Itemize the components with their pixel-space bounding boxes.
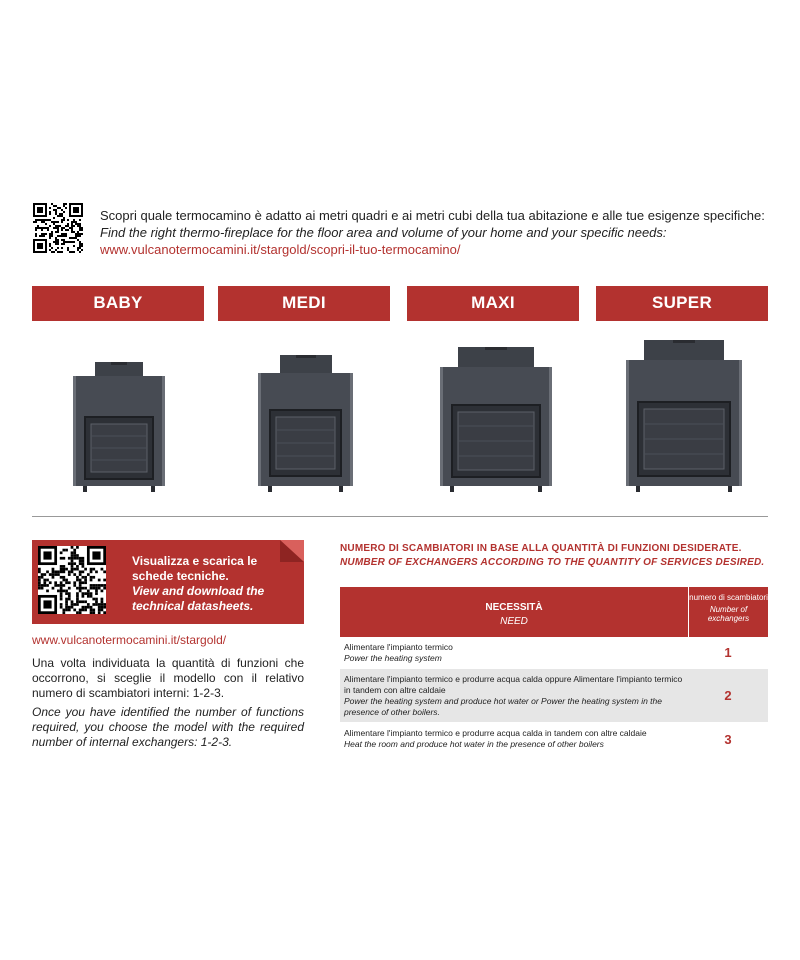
row-need-it: Alimentare l'impianto termico e produrre acqua calda in tandem con altre caldaie [344, 728, 647, 738]
row-need-it: Alimentare l'impianto termico e produrre acqua calda oppure Alimentare l'impianto termico in tandem con altre caldaie [344, 674, 683, 695]
section-divider [32, 516, 768, 517]
row-number: 2 [724, 688, 732, 703]
row-need [340, 637, 688, 668]
model-baby-label: BABY [32, 286, 204, 321]
table-header [340, 587, 768, 637]
table-row [340, 723, 768, 757]
intro-text-it: Scopri quale termocamino è adatto ai metri quadri e ai metri cubi della tua abitazione e alle tue esigenze specifiche: [100, 208, 765, 223]
row-need-it: Alimentare l'impianto termico [344, 642, 453, 652]
table-row [340, 637, 768, 669]
row-need [340, 669, 688, 722]
model-medi-label: MEDI [218, 286, 390, 321]
header-number-it: numero di scambiatori [689, 593, 768, 602]
instructions-it: Una volta individuata la quantità di funzioni che occorrono, si sceglie il modello con il relativo numero di scambiatori interni: 1-2-3. [32, 656, 304, 700]
table-title-en: NUMBER OF EXCHANGERS ACCORDING TO THE QUANTITY OF SERVICES DESIRED. [340, 557, 765, 568]
model-medi [218, 286, 390, 321]
intro-text [100, 207, 780, 258]
datasheet-text-it: Visualizza e scarica le schede tecniche. [132, 554, 258, 583]
model-baby [32, 286, 204, 321]
row-need [340, 723, 688, 756]
row-number: 3 [724, 732, 732, 747]
qr-code-datasheets [38, 546, 106, 614]
datasheet-card[interactable] [32, 540, 304, 624]
datasheet-text-en: View and download the technical datasheets. [132, 584, 265, 613]
header-number [688, 587, 768, 637]
qr-code-scopri [33, 203, 83, 253]
model-super-label: SUPER [596, 286, 768, 321]
row-number: 1 [724, 645, 732, 660]
fireplace-super-image [626, 340, 742, 492]
header-number-en: Number of exchangers [707, 605, 750, 623]
instructions-en: Once you have identified the number of functions required, you choose the model with the required number of internal exchangers: 1-2-3. [32, 705, 304, 749]
intro-url-link[interactable]: www.vulcanotermocamini.it/stargold/scopri-il-tuo-termocamino/ [100, 242, 461, 257]
fireplace-maxi-image [440, 347, 552, 492]
table-title [340, 542, 770, 570]
intro-text-en: Find the right thermo-fireplace for the floor area and volume of your home and your specific needs: [100, 225, 667, 240]
stargold-url-link[interactable]: www.vulcanotermocamini.it/stargold/ [32, 633, 227, 647]
row-need-en: Heat the room and produce hot water in the presence of other boilers [344, 739, 604, 749]
header-need-en: NEED [500, 616, 528, 627]
exchangers-table [340, 587, 768, 757]
header-need [340, 587, 688, 637]
model-maxi [407, 286, 579, 321]
row-need-en: Power the heating system [344, 653, 442, 663]
table-row [340, 669, 768, 723]
model-super [596, 286, 768, 321]
fireplace-baby-image [73, 362, 165, 492]
header-need-it: NECESSITÀ [485, 602, 543, 613]
table-title-it: NUMERO DI SCAMBIATORI IN BASE ALLA QUANTITÀ DI FUNZIONI DESIDERATE. [340, 543, 742, 554]
row-need-en: Power the heating system and produce hot water or Power the heating system in the presence of other boilers. [344, 696, 662, 717]
model-maxi-label: MAXI [407, 286, 579, 321]
datasheet-card-text [132, 554, 297, 614]
fireplace-medi-image [258, 355, 353, 492]
